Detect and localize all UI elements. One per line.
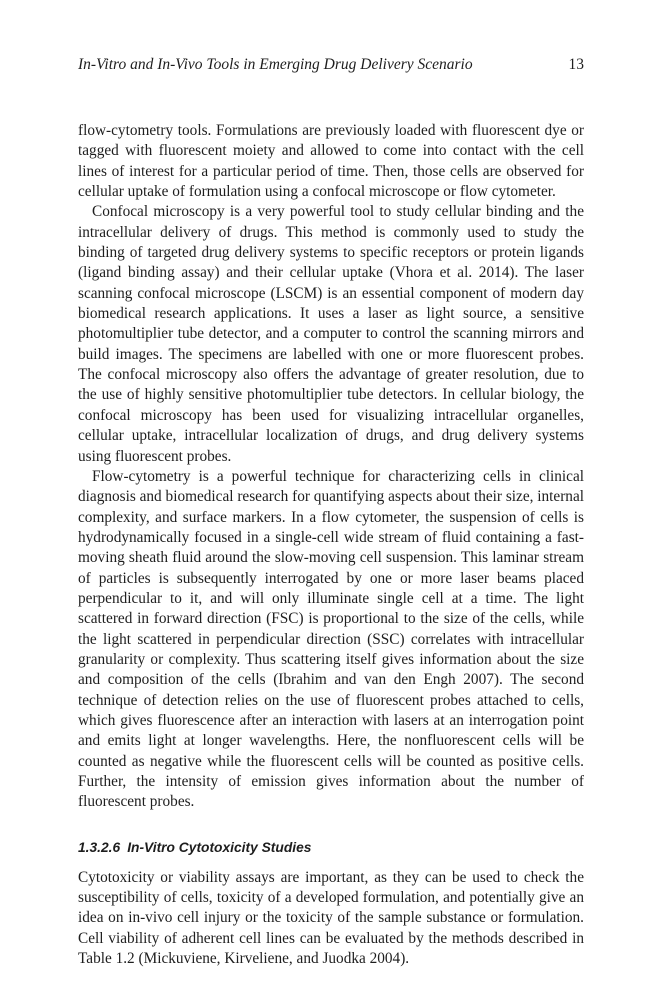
paragraph-cytotoxicity: Cytotoxicity or viability assays are important, as they can be used to check the susceptibility of cells, toxicity of a developed formulation, and potentially give an idea on in-vivo cell injury or the toxicity of the sample substance or formulation. Cell viability of adherent cell lines can be evaluated by the methods described in Table 1.2 (Mickuviene, Kirveliene, and Juodka 2004). [78,868,584,968]
paragraph-confocal-microscopy: Confocal microscopy is a very powerful tool to study cellular binding and the intracellular delivery of drugs. This method is commonly used to study the binding of targeted drug delivery systems to specific receptors or protein ligands (ligand binding assay) and their cellular uptake (Vhora et al. 2014). The laser scanning confocal microscope (LSCM) is an essential component of modern day biomedical research applications. It uses a laser as light source, a sensitive photomultiplier tube detector, and a computer to control the scanning mirrors and build images. The specimens are labelled with one or more fluorescent probes. The confocal microscopy also offers the advantage of greater resolution, due to the use of highly sensitive photomultiplier tube detectors. In cellular biology, the confocal microscopy has been used for visualizing intracellular organelles, cellular uptake, intracellular localization of drugs, and drug delivery systems using fluorescent probes. [78,203,584,465]
section-number: 1.3.2.6 [78,839,121,855]
running-title: In-Vitro and In-Vivo Tools in Emerging Drug Delivery Scenario [78,56,473,73]
paragraph-continued: flow-cytometry tools. Formulations are previously loaded with fluorescent dye or tagged with fluorescent moiety and allowed to come into contact with the cell lines of interest for a particular period of time. Then, those cells are observed for cellular uptake of formulation using a confocal microscope or flow cytometer. [78,122,584,201]
paragraph-flow-cytometry: Flow-cytometry is a powerful technique for characterizing cells in clinical diagnosis and biomedical research for quantifying aspects about their size, internal complexity, and surface markers. In a flow cytometer, the suspension of cells is hydrodynamically focused in a single-cell wide stream of fluid containing a fast-moving sheath fluid around the slow-moving cell suspension. This laminar stream of particles is subsequently interrogated by one or more laser beams placed perpendicular to it, and will only illuminate single cell at a time. The light scattered in forward direction (FSC) is proportional to the size of the cells, while the light scattered in perpendicular direction (SSC) correlates with intracellular granularity or complexity. Thus scattering itself gives information about the size and composition of the cells (Ibrahim and van den Engh 2007). The second technique of detection relies on the use of fluorescent probes attached to cells, which gives fluorescence after an interaction with lasers at an interrogation point and emits light at longer wavelengths. Here, the nonfluorescent cells will be counted as negative while the fluorescent cells will be counted as positive cells. Further, the intensity of emission gives information about the number of fluorescent probes. [78,467,584,811]
section-title: In-Vitro Cytotoxicity Studies [127,839,312,855]
page-number: 13 [568,56,584,73]
body-text [78,121,584,969]
section-heading [78,838,584,858]
running-header [78,56,584,80]
book-page [78,56,584,969]
